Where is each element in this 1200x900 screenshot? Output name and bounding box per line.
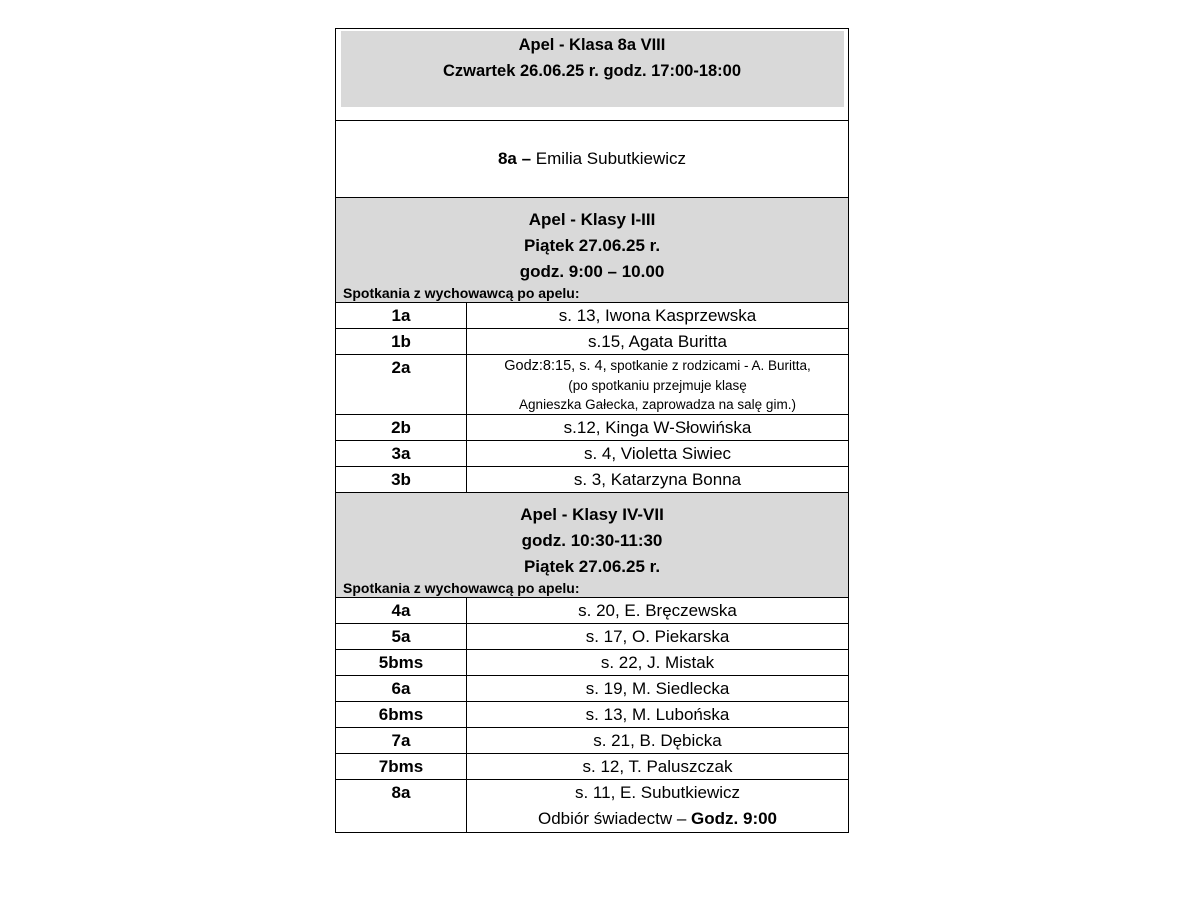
meetings-subheading: Spotkania z wychowawcą po apelu:: [343, 285, 580, 301]
table-row: [336, 676, 848, 702]
table-row: [336, 598, 848, 624]
class-cell: 8a: [336, 780, 467, 833]
class-cell: 7bms: [336, 754, 467, 780]
classes-1-3-table: [336, 303, 848, 493]
table-row: [336, 441, 848, 467]
table-row: [336, 303, 848, 329]
assembly-1-3-title: Apel - Klasy I-III: [528, 210, 656, 229]
assembly-4-7-time: godz. 10:30-11:30: [521, 531, 663, 550]
meetings-subheading: Spotkania z wychowawcą po apelu:: [343, 580, 580, 596]
assembly-8a-header: [336, 29, 848, 121]
class-cell: 5a: [336, 624, 467, 650]
teacher-name: Emilia Subutkiewicz: [535, 149, 687, 168]
assembly-1-3-date: Piątek 27.06.25 r.: [523, 236, 661, 255]
class-cell: 5bms: [336, 650, 467, 676]
class-cell: 3b: [336, 467, 467, 493]
table-row: [336, 624, 848, 650]
assembly-8a-teacher-row: [336, 121, 848, 198]
room-teacher-cell: s. 22, J. Mistak: [467, 650, 849, 676]
assembly-4-7-header: [336, 493, 848, 598]
assembly-8a-datetime: Czwartek 26.06.25 r. godz. 17:00-18:00: [442, 62, 742, 80]
table-row: [336, 702, 848, 728]
room-teacher-cell: s. 21, B. Dębicka: [467, 728, 849, 754]
classes-4-8-table: [336, 598, 848, 832]
table-row: [336, 754, 848, 780]
assembly-4-7-date: Piątek 27.06.25 r.: [523, 557, 661, 576]
table-row: [336, 355, 848, 415]
room-teacher-cell: s.12, Kinga W-Słowińska: [467, 415, 849, 441]
assembly-4-7-title: Apel - Klasy IV-VII: [520, 505, 664, 524]
class-cell: 6a: [336, 676, 467, 702]
class-cell: 4a: [336, 598, 467, 624]
class-cell: 3a: [336, 441, 467, 467]
room-teacher-cell: s. 17, O. Piekarska: [467, 624, 849, 650]
room-teacher-cell: s. 13, Iwona Kasprzewska: [467, 303, 849, 329]
assembly-1-3-header: [336, 198, 848, 303]
room-teacher-cell: s. 19, M. Siedlecka: [467, 676, 849, 702]
room-teacher-cell: s. 13, M. Lubońska: [467, 702, 849, 728]
class-cell: 2a: [336, 355, 467, 415]
room-teacher-cell: s. 4, Violetta Siwiec: [467, 441, 849, 467]
room-teacher-cell: s. 3, Katarzyna Bonna: [573, 470, 742, 489]
class-label: 8a –: [497, 149, 532, 168]
class-cell: 1a: [336, 303, 467, 329]
room-teacher-cell: s. 11, E. Subutkiewicz Odbiór świadectw – Godz. 9:00: [537, 783, 778, 828]
assembly-8a-title: Apel - Klasa 8a VIII: [518, 36, 666, 54]
room-teacher-cell: Godz:8:15, s. 4, spotkanie z rodzicami - A. Buritta, (po spotkaniu przejmuje klasę Agnieszka Gałecka, zaprowadza na salę gim.): [467, 355, 849, 415]
table-row: [336, 728, 848, 754]
class-cell: 7a: [336, 728, 467, 754]
table-row: [336, 467, 848, 493]
schedule-document: [335, 28, 849, 833]
table-row: [336, 780, 848, 833]
room-teacher-cell: s. 12, T. Paluszczak: [467, 754, 849, 780]
room-teacher-cell: s.15, Agata Buritta: [467, 329, 849, 355]
room-teacher-cell: s. 20, E. Bręczewska: [467, 598, 849, 624]
class-cell: 6bms: [336, 702, 467, 728]
class-cell: 1b: [336, 329, 467, 355]
table-row: [336, 329, 848, 355]
class-cell: 2b: [336, 415, 467, 441]
table-row: [336, 415, 848, 441]
table-row: [336, 650, 848, 676]
assembly-1-3-time: godz. 9:00 – 10.00: [519, 262, 665, 281]
